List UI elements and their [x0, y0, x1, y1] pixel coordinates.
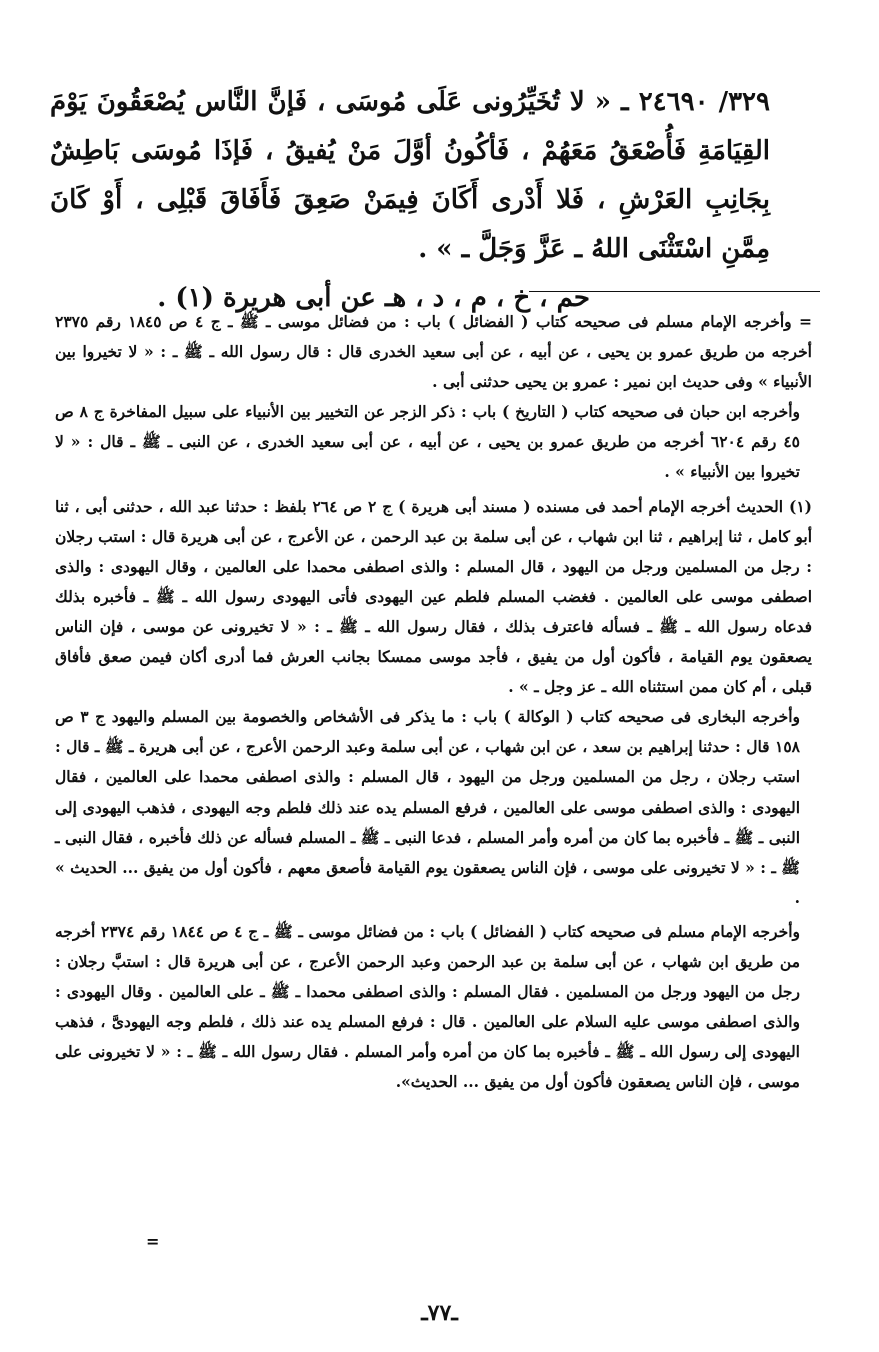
footnote-1-muslim: وأخرجه الإمام مسلم فى صحيحه كتاب ( الفضائل ) باب : من فضائل موسى ـ ﷺ ـ ج ٤ ص ١٨٤٤ رقم ٢٣٧٤ أخرجه من طريق ابن شهاب ، عن أبى سلمة بن عبد الرحمن وعبد الرحمن الأعرج ، عن أبى هريرة قال : استبَّ رجلان : رجل من اليهود ورجل من المسلمين . فقال المسلم : والذى اصطفى محمدا ـ ﷺ ـ على العالمين . وقال اليهودى : والذى اصطفى موسى عليه السلام على العالمين . قال : فرفع المسلم يده عند ذلك ، فلطم وجه اليهودىَّ ، فذهب اليهودى إلى رسول الله ـ ﷺ ـ فأخبره بما كان من أمره وأمر المسلم . فقال رسول الله ـ ﷺ ـ : « لا تخيرونى على موسى ، فإن الناس يصعقون فأكون أول من يفيق ... الحديث». [55, 921, 800, 1092]
footnote-marker: (١) [788, 496, 812, 516]
footnote-1-text: الحديث أخرجه الإمام أحمد فى مسنده ( مسند أبى هريرة ) ج ٢ ص ٢٦٤ بلفظ : حدثنا عبد الله ، حدثنى أبى ، ثنا أبو كامل ، ثنا إبراهيم ، ثنا ابن شهاب ، عن أبى سلمة بن عبد الرحمن ، عن الأعرج ، عن أبى هريرة قال : استب رجلان : رجل من المسلمين ورجل من اليهود ، قال المسلم : والذى اصطفى محمدا على العالمين ، وقال اليهودى : والذى اصطفى موسى على العالمين . فغضب المسلم فلطم عين اليهودى فأتى اليهودى رسول الله ـ ﷺ ـ فأخبره بذلك فدعاه رسول الله ـ ﷺ ـ فسأله فاعترف بذلك ، فقال رسول الله ـ ﷺ ـ : « لا تخيرونى عن موسى ، فإن الناس يصعقون يوم القيامة ، فأكون أول من يفيق ، فأجد موسى ممسكا بجانب العرش فما أدرى أكان فيمن صعق فأفاق قبلى ، أم كان ممن استثناه الله ـ عز وجل ـ » . [55, 496, 812, 697]
page-number: ـ٧٧ـ [421, 1300, 458, 1326]
footnotes [55, 307, 812, 1097]
footnote-1-paragraph [55, 492, 812, 703]
hadith-references: حم ، خ ، م ، د ، هـ عن أبى هريرة (١) . [157, 283, 590, 313]
hadith-text: ٣٢٩/ ٢٤٦٩٠ ـ « لا تُخَيِّرُونى عَلَى مُوسَى ، فَإنَّ النَّاس يُصْعَقُونَ يَوْمَ القِيَامَةِ فَأُصْعَقُ مَعَهُمْ ، فَأكُونُ أوَّلَ مَنْ يُفيقُ ، فَإذَا مُوسَى بَاطِشٌ بِجَانِبِ العَرْشِ ، فَلا أَدْرى أَكَانَ فِيمَنْ صَعِقَ فَأَفَاقَ قَبْلِى ، أَوْ كَانَ مِمَّنِ اسْتَثْنَى اللهُ ـ عَزَّ وَجَلَّ ـ » . [50, 87, 770, 264]
hadith-block [50, 78, 770, 323]
continuation-mark: = [146, 1232, 160, 1251]
footnote-1-bukhari: وأخرجه البخارى فى صحيحه كتاب ( الوكالة ) باب : ما يذكر فى الأشخاص والخصومة بين المسلم واليهود ج ٣ ص ١٥٨ قال : حدثنا إبراهيم بن سعد ، عن ابن شهاب ، عن أبى سلمة وعبد الرحمن الأعرج ، عن أبى هريرة ـ ﷺ ـ قال : استب رجلان ، رجل من المسلمين ورجل من اليهود ، قال المسلم : والذى اصطفى محمدا على العالمين ، فقال اليهودى : والذى اصطفى موسى على العالمين ، فرفع المسلم يده عند ذلك فلطم وجه اليهودى ، فذهب اليهودى إلى النبى ـ ﷺ ـ فأخبره بما كان من أمره وأمر المسلم ، فدعا النبى ـ ﷺ ـ المسلم فسأله عن ذلك فأخبره ، فقال النبى ـ ﷺ ـ : « لا تخيرونى على موسى ، فإن الناس يصعقون يوم القيامة فأصعق معهم ، فأكون أول من يفيق ... الحديث » . [55, 707, 801, 907]
note-continuation-1: = وأخرجه الإمام مسلم فى صحيحه كتاب ( الفضائل ) باب : من فضائل موسى ـ ﷺ ـ ج ٤ ص ١٨٤٥ رقم ٢٣٧٥ أخرجه من طريق عمرو بن يحيى ، عن أبيه ، عن أبى سعيد الخدرى قال : قال رسول الله ـ ﷺ ـ : « لا تخيروا بين الأنبياء » وفى حديث ابن نمير : عمرو بن يحيى حدثنى أبى . [55, 312, 812, 392]
note-continuation-2: وأخرجه ابن حبان فى صحيحه كتاب ( التاريخ ) باب : ذكر الزجر عن التخيير بين الأنبياء على سبيل المفاخرة ج ٨ ص ٤٥ رقم ٦٢٠٤ أخرجه من طريق عمرو بن يحيى ، عن أبيه ، عن أبى سعيد الخدرى ، عن النبى ـ ﷺ ـ قال : « لا تخيروا بين الأنبياء » . [55, 402, 800, 482]
footnote-divider [529, 291, 820, 292]
